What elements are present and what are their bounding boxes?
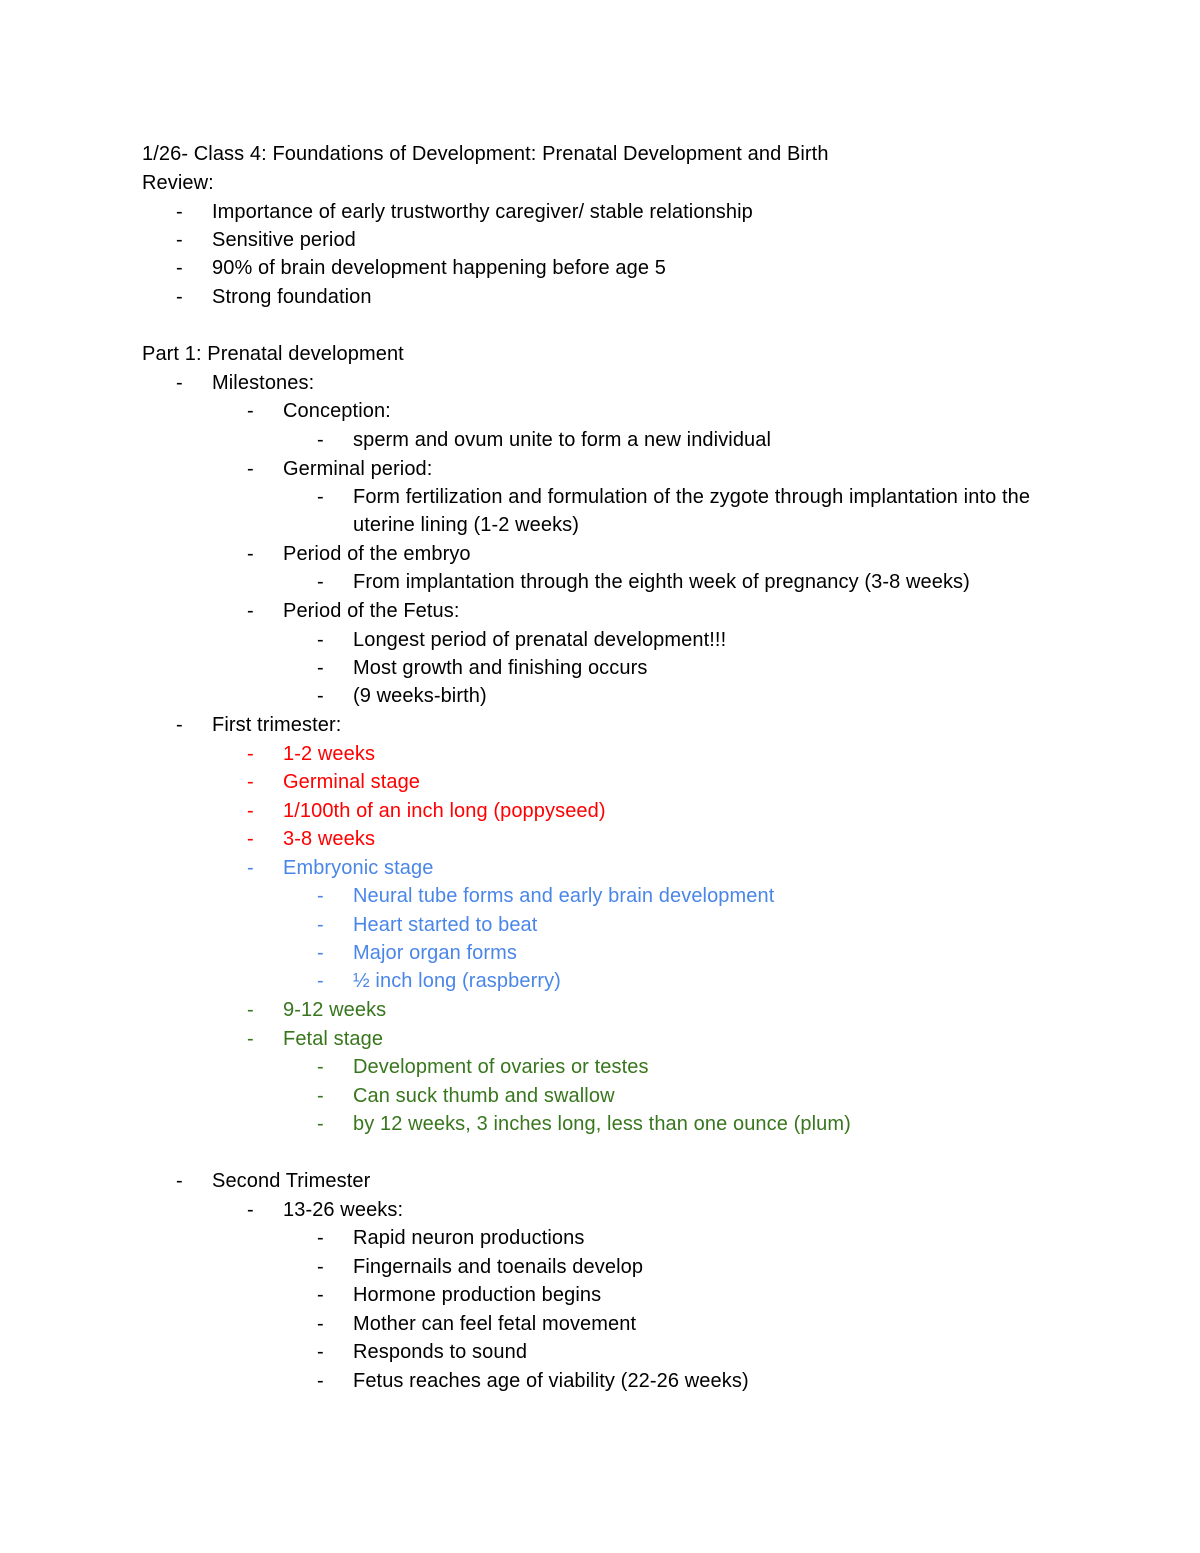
- conception-label: Conception:: [283, 400, 391, 422]
- bullet-dash: -: [317, 914, 324, 936]
- bullet-dash: -: [317, 685, 324, 707]
- bullet-dash: -: [247, 600, 254, 622]
- bullet-dash: -: [247, 771, 254, 793]
- red-item: 1-2 weeks: [283, 743, 376, 765]
- bullet-dash: -: [317, 1341, 324, 1363]
- bullet-dash: -: [317, 486, 324, 508]
- bullet-dash: -: [176, 1170, 183, 1192]
- red-item: 1/100th of an inch long (poppyseed): [283, 800, 606, 822]
- bullet-dash: -: [176, 201, 183, 223]
- germinal-item: Form fertilization and formulation of the zygote through implantation into the uterine lining (1-2 weeks): [353, 486, 1031, 536]
- germinal-label: Germinal period:: [283, 458, 433, 480]
- embryonic-label: Embryonic stage: [283, 857, 434, 879]
- bullet-dash: -: [317, 1085, 324, 1107]
- conception-item: sperm and ovum unite to form a new individual: [353, 429, 772, 451]
- second-trimester-item: Mother can feel fetal movement: [353, 1313, 637, 1335]
- bullet-dash: -: [317, 885, 324, 907]
- embryonic-item: Major organ forms: [353, 942, 517, 964]
- second-trimester-item: Fetus reaches age of viability (22-26 weeks): [353, 1370, 749, 1392]
- document-title: 1/26- Class 4: Foundations of Development: Prenatal Development and Birth: [142, 143, 829, 165]
- bullet-dash: -: [176, 257, 183, 279]
- weeks-13-26-label: 13-26 weeks:: [283, 1199, 404, 1221]
- part1-heading: Part 1: Prenatal development: [142, 343, 404, 365]
- fetus-item: Longest period of prenatal development!!!: [353, 629, 727, 651]
- second-trimester-label: Second Trimester: [212, 1170, 371, 1192]
- bullet-dash: -: [317, 1256, 324, 1278]
- embryonic-item: Heart started to beat: [353, 914, 538, 936]
- fetal-item: Can suck thumb and swallow: [353, 1085, 615, 1107]
- bullet-dash: -: [317, 1284, 324, 1306]
- review-item: Strong foundation: [212, 286, 372, 308]
- bullet-dash: -: [247, 743, 254, 765]
- second-trimester-item: Fingernails and toenails develop: [353, 1256, 644, 1278]
- bullet-dash: -: [247, 800, 254, 822]
- red-item: 3-8 weeks: [283, 828, 376, 850]
- bullet-dash: -: [247, 1028, 254, 1050]
- fetus-item: (9 weeks-birth): [353, 685, 487, 707]
- embryonic-item: Neural tube forms and early brain development: [353, 885, 775, 907]
- bullet-dash: -: [317, 1313, 324, 1335]
- bullet-dash: -: [317, 657, 324, 679]
- review-item: Importance of early trustworthy caregiver/ stable relationship: [212, 201, 753, 223]
- bullet-dash: -: [176, 714, 183, 736]
- fetal-label: Fetal stage: [283, 1028, 384, 1050]
- bullet-dash: -: [247, 543, 254, 565]
- bullet-dash: -: [176, 286, 183, 308]
- bullet-dash: -: [317, 970, 324, 992]
- bullet-dash: -: [317, 1113, 324, 1135]
- bullet-dash: -: [317, 571, 324, 593]
- bullet-dash: -: [247, 828, 254, 850]
- fetus-label: Period of the Fetus:: [283, 600, 460, 622]
- second-trimester-item: Responds to sound: [353, 1341, 528, 1363]
- weeks-9-12: 9-12 weeks: [283, 999, 387, 1021]
- bullet-dash: -: [317, 629, 324, 651]
- review-item: Sensitive period: [212, 229, 356, 251]
- bullet-dash: -: [317, 1370, 324, 1392]
- bullet-dash: -: [247, 857, 254, 879]
- bullet-dash: -: [317, 942, 324, 964]
- bullet-dash: -: [176, 229, 183, 251]
- bullet-dash: -: [247, 999, 254, 1021]
- second-trimester-item: Hormone production begins: [353, 1284, 602, 1306]
- review-label: Review:: [142, 172, 214, 194]
- review-item: 90% of brain development happening before age 5: [212, 257, 666, 279]
- milestones-label: Milestones:: [212, 372, 315, 394]
- bullet-dash: -: [247, 400, 254, 422]
- second-trimester-item: Rapid neuron productions: [353, 1227, 585, 1249]
- bullet-dash: -: [317, 429, 324, 451]
- embryo-label: Period of the embryo: [283, 543, 471, 565]
- first-trimester-label: First trimester:: [212, 714, 342, 736]
- red-item: Germinal stage: [283, 771, 421, 793]
- embryo-item: From implantation through the eighth week of pregnancy (3-8 weeks): [353, 571, 970, 593]
- bullet-dash: -: [176, 372, 183, 394]
- fetus-item: Most growth and finishing occurs: [353, 657, 648, 679]
- bullet-dash: -: [317, 1056, 324, 1078]
- bullet-dash: -: [247, 1199, 254, 1221]
- bullet-dash: -: [247, 458, 254, 480]
- embryonic-item: ½ inch long (raspberry): [353, 970, 561, 992]
- fetal-item: Development of ovaries or testes: [353, 1056, 649, 1078]
- fetal-item: by 12 weeks, 3 inches long, less than one ounce (plum): [353, 1113, 851, 1135]
- bullet-dash: -: [317, 1227, 324, 1249]
